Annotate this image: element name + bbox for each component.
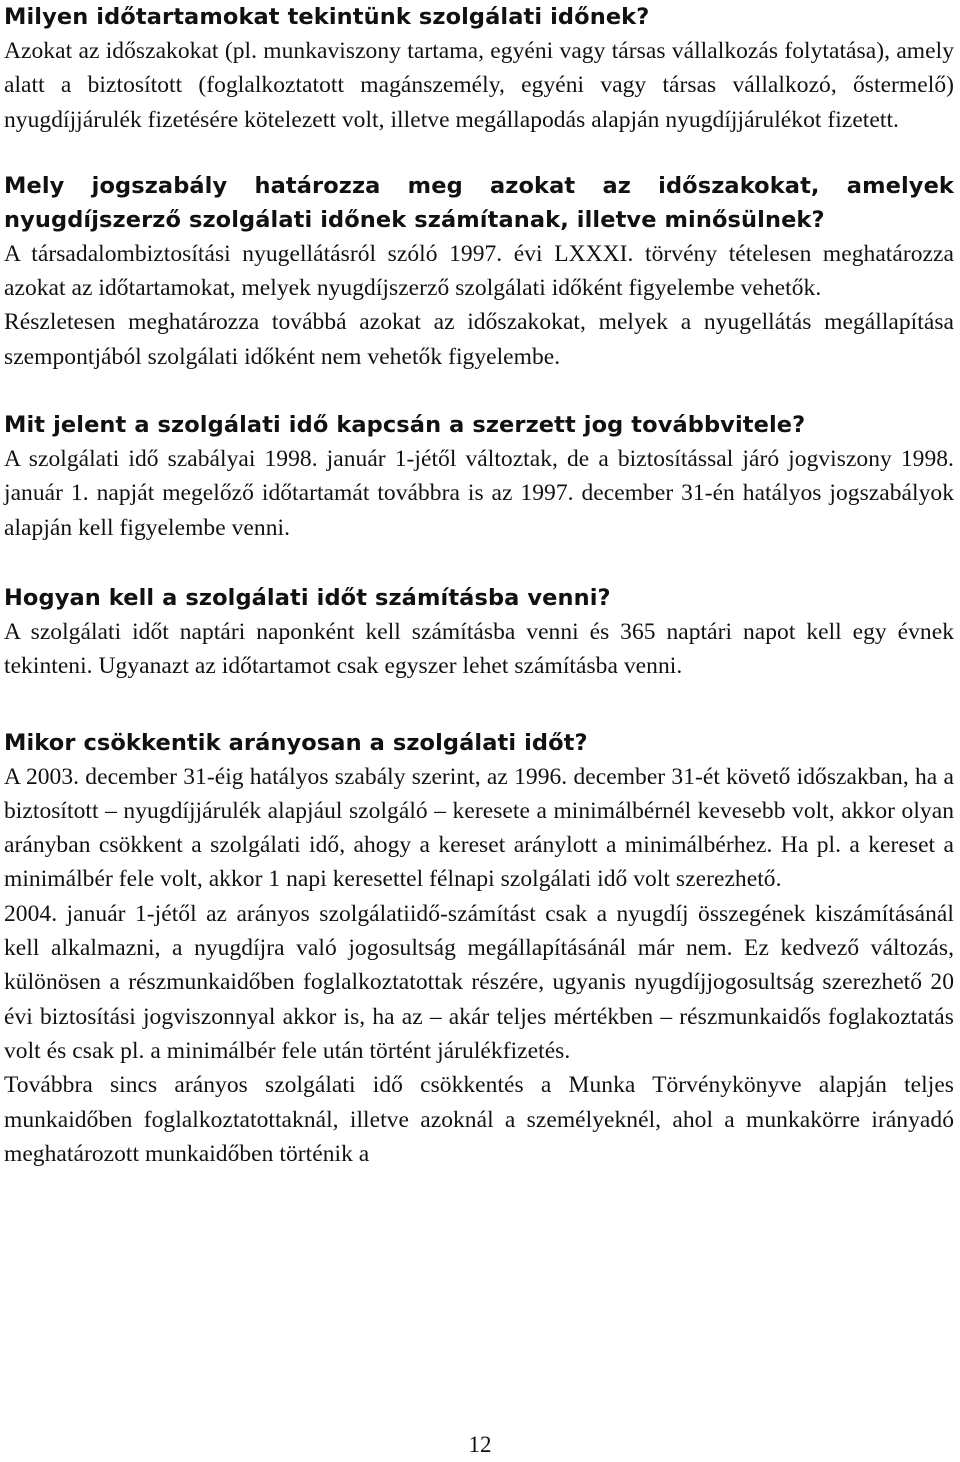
section-counting-service-time [4,581,954,684]
page-number: 12 [468,1432,492,1457]
question-heading: Mit jelent a szolgálati idő kapcsán a szerzett jog továbbvitele? [4,412,806,439]
answer-paragraph: Azokat az időszakokat (pl. munkaviszony tartama, egyéni vagy társas vállalkozás folytatása), amely alatt a biztosított (foglalkoztatott magánszemély, egyéni vagy társas vállalkozó, őstermelő) nyugdíjjárulék fizetésére kötelezett volt, illetve megállapodás alapján nyugdíjjárulékot fizetett. [4,38,954,133]
answer-paragraph: A 2003. december 31-éig hatályos szabály szerint, az 1996. december 31-ét követő időszakban, ha a biztosított – nyugdíjjárulék alapjául szolgáló – keresete a minimálbérnél kevesebb volt, akkor olyan arányban csökkent a szolgálati idő, ahogy a kereset aránylott a minimálbérhez. Ha pl. a kereset a minimálbér fele volt, akkor 1 napi keresettel félnapi szolgálati idő volt szerezhető. [4,763,954,893]
question-heading: Mely jogszabály határozza meg azokat az időszakokat, amelyek nyugdíjszerző szolgálati időnek számítanak, illetve minősülnek? [4,172,954,233]
answer-paragraph: Továbbra sincs arányos szolgálati idő csökkentés a Munka Törvénykönyve alapján teljes munkaidőben foglalkoztatottaknál, illetve azoknál a személyeknél, ahol a munkakörre irányadó meghatározott munkaidőben történik a [4,1072,954,1167]
answer-paragraph: A szolgálati idő szabályai 1998. január 1-jétől változtak, de a biztosítással járó jogviszony 1998. január 1. napját megelőző időtartamát továbbra is az 1997. december 31-én hatályos jogszabályok alapján kell figyelembe venni. [4,446,954,541]
section-proportional-reduction [4,726,954,1172]
section-acquired-rights [4,408,954,545]
section-qualifying-periods [4,0,954,137]
section-legislation [4,169,954,374]
answer-paragraph: A szolgálati időt naptári naponként kell számításba venni és 365 naptári napot kell egy évnek tekinteni. Ugyanazt az időtartamot csak egyszer lehet számításba venni. [4,618,954,680]
document-page [4,0,954,1171]
question-heading: Hogyan kell a szolgálati időt számításba venni? [4,584,611,611]
answer-paragraph: 2004. január 1-jétől az arányos szolgálatiidő-számítást csak a nyugdíj összegének kiszámításánál kell alkalmazni, a nyugdíjra való jogosultság megállapításánál már nem. Ez kedvező változás, különösen a részmunkaidőben foglalkoztatottak részére, ugyanis nyugdíjjogosultság szerezhető 20 évi biztosítási jogviszonnyal akkor is, ha az – akár teljes mértékben – részmunkaidős foglakoztatás volt és csak pl. a minimálbér fele után történt járulékfizetés. [4,900,954,1064]
answer-paragraph: A társadalombiztosítási nyugellátásról szóló 1997. évi LXXXI. törvény tételesen meghatározza azokat az időtartamokat, melyek nyugdíjszerző szolgálati időként figyelembe vehetők. [4,240,954,302]
question-heading: Milyen időtartamokat tekintünk szolgálati időnek? [4,4,650,30]
question-heading: Mikor csökkentik arányosan a szolgálati időt? [4,729,588,756]
answer-paragraph: Részletesen meghatározza továbbá azokat az időszakokat, melyek a nyugellátás megállapítása szempontjából szolgálati időként nem vehetők figyelembe. [4,309,954,370]
